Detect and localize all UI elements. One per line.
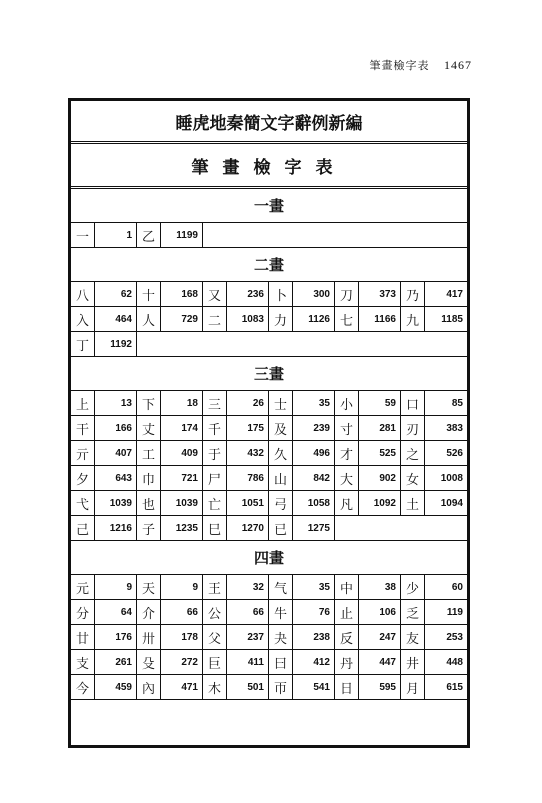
page-ref: 1039 bbox=[161, 491, 203, 515]
character: 夕 bbox=[71, 466, 95, 490]
char-entry bbox=[401, 650, 467, 674]
page-ref: 32 bbox=[227, 575, 269, 599]
char-entry bbox=[401, 307, 467, 331]
char-entry bbox=[71, 416, 137, 440]
char-entry bbox=[335, 416, 401, 440]
char-entry bbox=[269, 282, 335, 306]
page-ref: 1126 bbox=[293, 307, 335, 331]
character: 上 bbox=[71, 391, 95, 415]
page-ref: 902 bbox=[359, 466, 401, 490]
page-ref: 464 bbox=[95, 307, 137, 331]
character: 子 bbox=[137, 516, 161, 540]
char-entry bbox=[137, 223, 203, 247]
page-ref: 18 bbox=[161, 391, 203, 415]
character: 二 bbox=[203, 307, 227, 331]
char-entry bbox=[401, 466, 467, 490]
char-entry bbox=[137, 466, 203, 490]
char-entry bbox=[335, 491, 401, 515]
char-entry bbox=[71, 282, 137, 306]
char-entry bbox=[203, 516, 269, 540]
table-row bbox=[71, 391, 467, 416]
page-ref: 409 bbox=[161, 441, 203, 465]
char-entry bbox=[401, 675, 467, 699]
character: 弓 bbox=[269, 491, 293, 515]
char-entry bbox=[401, 441, 467, 465]
character: 介 bbox=[137, 600, 161, 624]
character: 大 bbox=[335, 466, 359, 490]
character: 三 bbox=[203, 391, 227, 415]
char-entry bbox=[401, 491, 467, 515]
character: 日 bbox=[335, 675, 359, 699]
running-head bbox=[370, 57, 473, 73]
page-ref: 64 bbox=[95, 600, 137, 624]
character: 丹 bbox=[335, 650, 359, 674]
page-ref: 176 bbox=[95, 625, 137, 649]
character: 小 bbox=[335, 391, 359, 415]
page-ref: 119 bbox=[446, 606, 463, 618]
page-ref: 1039 bbox=[95, 491, 137, 515]
char-entry bbox=[203, 307, 269, 331]
character: 少 bbox=[401, 575, 425, 599]
character: 一 bbox=[71, 223, 95, 247]
page-ref: 1270 bbox=[227, 516, 269, 540]
page-ref: 541 bbox=[293, 675, 335, 699]
character: 之 bbox=[401, 441, 425, 465]
page-ref: 236 bbox=[227, 282, 269, 306]
char-entry bbox=[401, 625, 467, 649]
char-entry bbox=[269, 466, 335, 490]
page-ref: 66 bbox=[227, 600, 269, 624]
char-entry bbox=[335, 675, 401, 699]
page-ref: 595 bbox=[359, 675, 401, 699]
character: 反 bbox=[335, 625, 359, 649]
character: 八 bbox=[71, 282, 95, 306]
stroke-count-heading: 二畫 bbox=[71, 248, 467, 282]
character: 七 bbox=[335, 307, 359, 331]
char-entry bbox=[137, 416, 203, 440]
stroke-count-heading: 三畫 bbox=[71, 357, 467, 391]
character: 曰 bbox=[269, 650, 293, 674]
page-ref: 38 bbox=[359, 575, 401, 599]
char-entry bbox=[269, 600, 335, 624]
character: 公 bbox=[203, 600, 227, 624]
char-entry bbox=[401, 282, 467, 306]
char-entry bbox=[137, 675, 203, 699]
char-entry bbox=[335, 307, 401, 331]
page-number: 1467 bbox=[444, 58, 472, 72]
character: 今 bbox=[71, 675, 95, 699]
page-ref: 1216 bbox=[95, 516, 137, 540]
character: 牛 bbox=[269, 600, 293, 624]
character: 夬 bbox=[269, 625, 293, 649]
page-ref: 26 bbox=[227, 391, 269, 415]
character: 帀 bbox=[269, 675, 293, 699]
char-entry bbox=[203, 416, 269, 440]
page-ref: 448 bbox=[446, 656, 463, 668]
character: 女 bbox=[401, 466, 425, 490]
page-ref: 373 bbox=[359, 282, 401, 306]
character: 卅 bbox=[137, 625, 161, 649]
page-ref: 786 bbox=[227, 466, 269, 490]
character: 入 bbox=[71, 307, 95, 331]
page-ref: 253 bbox=[446, 631, 463, 643]
char-entry bbox=[137, 282, 203, 306]
char-entry bbox=[203, 575, 269, 599]
page-ref: 60 bbox=[451, 581, 463, 593]
char-entry bbox=[71, 491, 137, 515]
table-row bbox=[71, 332, 467, 357]
char-entry bbox=[269, 307, 335, 331]
char-entry bbox=[137, 441, 203, 465]
character: 己 bbox=[71, 516, 95, 540]
character: 凡 bbox=[335, 491, 359, 515]
page-ref: 35 bbox=[293, 391, 335, 415]
running-head-title: 筆畫檢字表 bbox=[369, 59, 430, 72]
stroke-count-heading: 四畫 bbox=[71, 541, 467, 575]
char-entry bbox=[137, 491, 203, 515]
page-ref: 1 bbox=[95, 223, 137, 247]
char-entry bbox=[269, 650, 335, 674]
char-entry bbox=[269, 575, 335, 599]
character: 尸 bbox=[203, 466, 227, 490]
char-entry bbox=[203, 282, 269, 306]
character: 丁 bbox=[71, 332, 95, 356]
character: 刀 bbox=[335, 282, 359, 306]
page-ref: 59 bbox=[359, 391, 401, 415]
table-row bbox=[71, 650, 467, 675]
character: 分 bbox=[71, 600, 95, 624]
page-ref: 281 bbox=[359, 416, 401, 440]
character: 寸 bbox=[335, 416, 359, 440]
char-entry bbox=[137, 625, 203, 649]
page-ref: 272 bbox=[161, 650, 203, 674]
character: 干 bbox=[71, 416, 95, 440]
character: 巳 bbox=[203, 516, 227, 540]
char-entry bbox=[203, 441, 269, 465]
page-ref: 412 bbox=[293, 650, 335, 674]
char-entry bbox=[71, 600, 137, 624]
page-ref: 1235 bbox=[161, 516, 203, 540]
character: 弋 bbox=[71, 491, 95, 515]
page-ref: 174 bbox=[161, 416, 203, 440]
char-entry bbox=[335, 282, 401, 306]
page-ref: 247 bbox=[359, 625, 401, 649]
page-ref: 1058 bbox=[293, 491, 335, 515]
page-ref: 1083 bbox=[227, 307, 269, 331]
character: 千 bbox=[203, 416, 227, 440]
table-row bbox=[71, 625, 467, 650]
char-entry bbox=[203, 391, 269, 415]
char-entry bbox=[269, 516, 335, 540]
character: 九 bbox=[401, 307, 425, 331]
character: 及 bbox=[269, 416, 293, 440]
character: 支 bbox=[71, 650, 95, 674]
character: 刃 bbox=[401, 416, 425, 440]
char-entry bbox=[71, 466, 137, 490]
index-table bbox=[68, 98, 470, 748]
table-row bbox=[71, 416, 467, 441]
char-entry bbox=[71, 625, 137, 649]
character: 山 bbox=[269, 466, 293, 490]
char-entry bbox=[71, 516, 137, 540]
page-ref: 615 bbox=[446, 681, 463, 693]
character: 亡 bbox=[203, 491, 227, 515]
table-row bbox=[71, 600, 467, 625]
page-ref: 1192 bbox=[95, 332, 137, 356]
page-ref: 9 bbox=[95, 575, 137, 599]
character: 口 bbox=[401, 391, 425, 415]
page-ref: 471 bbox=[161, 675, 203, 699]
page-ref: 842 bbox=[293, 466, 335, 490]
page-ref: 447 bbox=[359, 650, 401, 674]
page-ref: 168 bbox=[161, 282, 203, 306]
character: 丈 bbox=[137, 416, 161, 440]
page-ref: 407 bbox=[95, 441, 137, 465]
page-ref: 721 bbox=[161, 466, 203, 490]
table-row bbox=[71, 516, 467, 541]
char-entry bbox=[203, 675, 269, 699]
char-entry bbox=[71, 307, 137, 331]
stroke-count-heading: 一畫 bbox=[71, 189, 467, 223]
char-entry bbox=[269, 625, 335, 649]
page-ref: 383 bbox=[446, 422, 463, 434]
character: 又 bbox=[203, 282, 227, 306]
page-ref: 300 bbox=[293, 282, 335, 306]
page-ref: 411 bbox=[227, 650, 269, 674]
character: 于 bbox=[203, 441, 227, 465]
table-row bbox=[71, 307, 467, 332]
character: 月 bbox=[401, 675, 425, 699]
character: 才 bbox=[335, 441, 359, 465]
character: 友 bbox=[401, 625, 425, 649]
page-ref: 1166 bbox=[359, 307, 401, 331]
page-ref: 175 bbox=[227, 416, 269, 440]
page-ref: 85 bbox=[451, 397, 463, 409]
page-ref: 1051 bbox=[227, 491, 269, 515]
table-row bbox=[71, 441, 467, 466]
character: 王 bbox=[203, 575, 227, 599]
character: 也 bbox=[137, 491, 161, 515]
char-entry bbox=[71, 441, 137, 465]
char-entry bbox=[335, 625, 401, 649]
char-entry bbox=[137, 600, 203, 624]
table-row bbox=[71, 491, 467, 516]
page-ref: 526 bbox=[446, 447, 463, 459]
table-subtitle: 筆畫檢字表 bbox=[71, 144, 467, 189]
page-ref: 9 bbox=[161, 575, 203, 599]
page-ref: 261 bbox=[95, 650, 137, 674]
char-entry bbox=[335, 600, 401, 624]
page-ref: 1275 bbox=[293, 516, 335, 540]
char-entry bbox=[401, 575, 467, 599]
char-entry bbox=[137, 307, 203, 331]
character: 久 bbox=[269, 441, 293, 465]
char-entry bbox=[401, 600, 467, 624]
character: 巨 bbox=[203, 650, 227, 674]
character: 土 bbox=[401, 491, 425, 515]
char-entry bbox=[71, 575, 137, 599]
character: 力 bbox=[269, 307, 293, 331]
character: 父 bbox=[203, 625, 227, 649]
char-entry bbox=[269, 441, 335, 465]
char-entry bbox=[269, 391, 335, 415]
character: 巾 bbox=[137, 466, 161, 490]
table-banner: 睡虎地秦簡文字辭例新編 bbox=[71, 101, 467, 144]
char-entry bbox=[269, 491, 335, 515]
page-ref: 238 bbox=[293, 625, 335, 649]
page-ref: 1199 bbox=[161, 223, 203, 247]
page-ref: 66 bbox=[161, 600, 203, 624]
page-ref: 62 bbox=[95, 282, 137, 306]
page-ref: 13 bbox=[95, 391, 137, 415]
character: 中 bbox=[335, 575, 359, 599]
page-ref: 106 bbox=[359, 600, 401, 624]
char-entry bbox=[335, 650, 401, 674]
table-row bbox=[71, 675, 467, 700]
char-entry bbox=[203, 491, 269, 515]
char-entry bbox=[335, 466, 401, 490]
char-entry bbox=[335, 391, 401, 415]
table-body bbox=[71, 189, 467, 700]
character: 工 bbox=[137, 441, 161, 465]
char-entry bbox=[203, 650, 269, 674]
page-ref: 643 bbox=[95, 466, 137, 490]
table-row bbox=[71, 575, 467, 600]
character: 亓 bbox=[71, 441, 95, 465]
page-ref: 1094 bbox=[440, 497, 463, 509]
character: 殳 bbox=[137, 650, 161, 674]
page-ref: 432 bbox=[227, 441, 269, 465]
page-ref: 1092 bbox=[359, 491, 401, 515]
char-entry bbox=[71, 391, 137, 415]
character: 天 bbox=[137, 575, 161, 599]
page-ref: 1185 bbox=[441, 313, 463, 325]
page-ref: 35 bbox=[293, 575, 335, 599]
table-row bbox=[71, 466, 467, 491]
character: 乏 bbox=[401, 600, 425, 624]
char-entry bbox=[335, 575, 401, 599]
page-ref: 237 bbox=[227, 625, 269, 649]
char-entry bbox=[71, 332, 137, 356]
page-ref: 501 bbox=[227, 675, 269, 699]
char-entry bbox=[203, 466, 269, 490]
character: 廿 bbox=[71, 625, 95, 649]
table-row bbox=[71, 282, 467, 307]
page-ref: 417 bbox=[446, 288, 463, 300]
character: 十 bbox=[137, 282, 161, 306]
char-entry bbox=[137, 391, 203, 415]
character: 木 bbox=[203, 675, 227, 699]
character: 井 bbox=[401, 650, 425, 674]
char-entry bbox=[137, 516, 203, 540]
char-entry bbox=[269, 675, 335, 699]
char-entry bbox=[137, 575, 203, 599]
character: 已 bbox=[269, 516, 293, 540]
char-entry bbox=[71, 223, 137, 247]
page-ref: 496 bbox=[293, 441, 335, 465]
char-entry bbox=[71, 675, 137, 699]
page-ref: 729 bbox=[161, 307, 203, 331]
character: 乃 bbox=[401, 282, 425, 306]
character: 下 bbox=[137, 391, 161, 415]
page-ref: 459 bbox=[95, 675, 137, 699]
char-entry bbox=[335, 441, 401, 465]
character: 內 bbox=[137, 675, 161, 699]
page-ref: 166 bbox=[95, 416, 137, 440]
char-entry bbox=[203, 625, 269, 649]
character: 元 bbox=[71, 575, 95, 599]
char-entry bbox=[137, 650, 203, 674]
character: 人 bbox=[137, 307, 161, 331]
character: 卜 bbox=[269, 282, 293, 306]
char-entry bbox=[71, 650, 137, 674]
character: 乙 bbox=[137, 223, 161, 247]
page-ref: 76 bbox=[293, 600, 335, 624]
character: 气 bbox=[269, 575, 293, 599]
table-row bbox=[71, 223, 467, 248]
char-entry bbox=[401, 416, 467, 440]
char-entry bbox=[269, 416, 335, 440]
character: 士 bbox=[269, 391, 293, 415]
char-entry bbox=[401, 391, 467, 415]
page-ref: 239 bbox=[293, 416, 335, 440]
character: 止 bbox=[335, 600, 359, 624]
page-ref: 1008 bbox=[440, 472, 463, 484]
page-ref: 178 bbox=[161, 625, 203, 649]
char-entry bbox=[203, 600, 269, 624]
page-ref: 525 bbox=[359, 441, 401, 465]
